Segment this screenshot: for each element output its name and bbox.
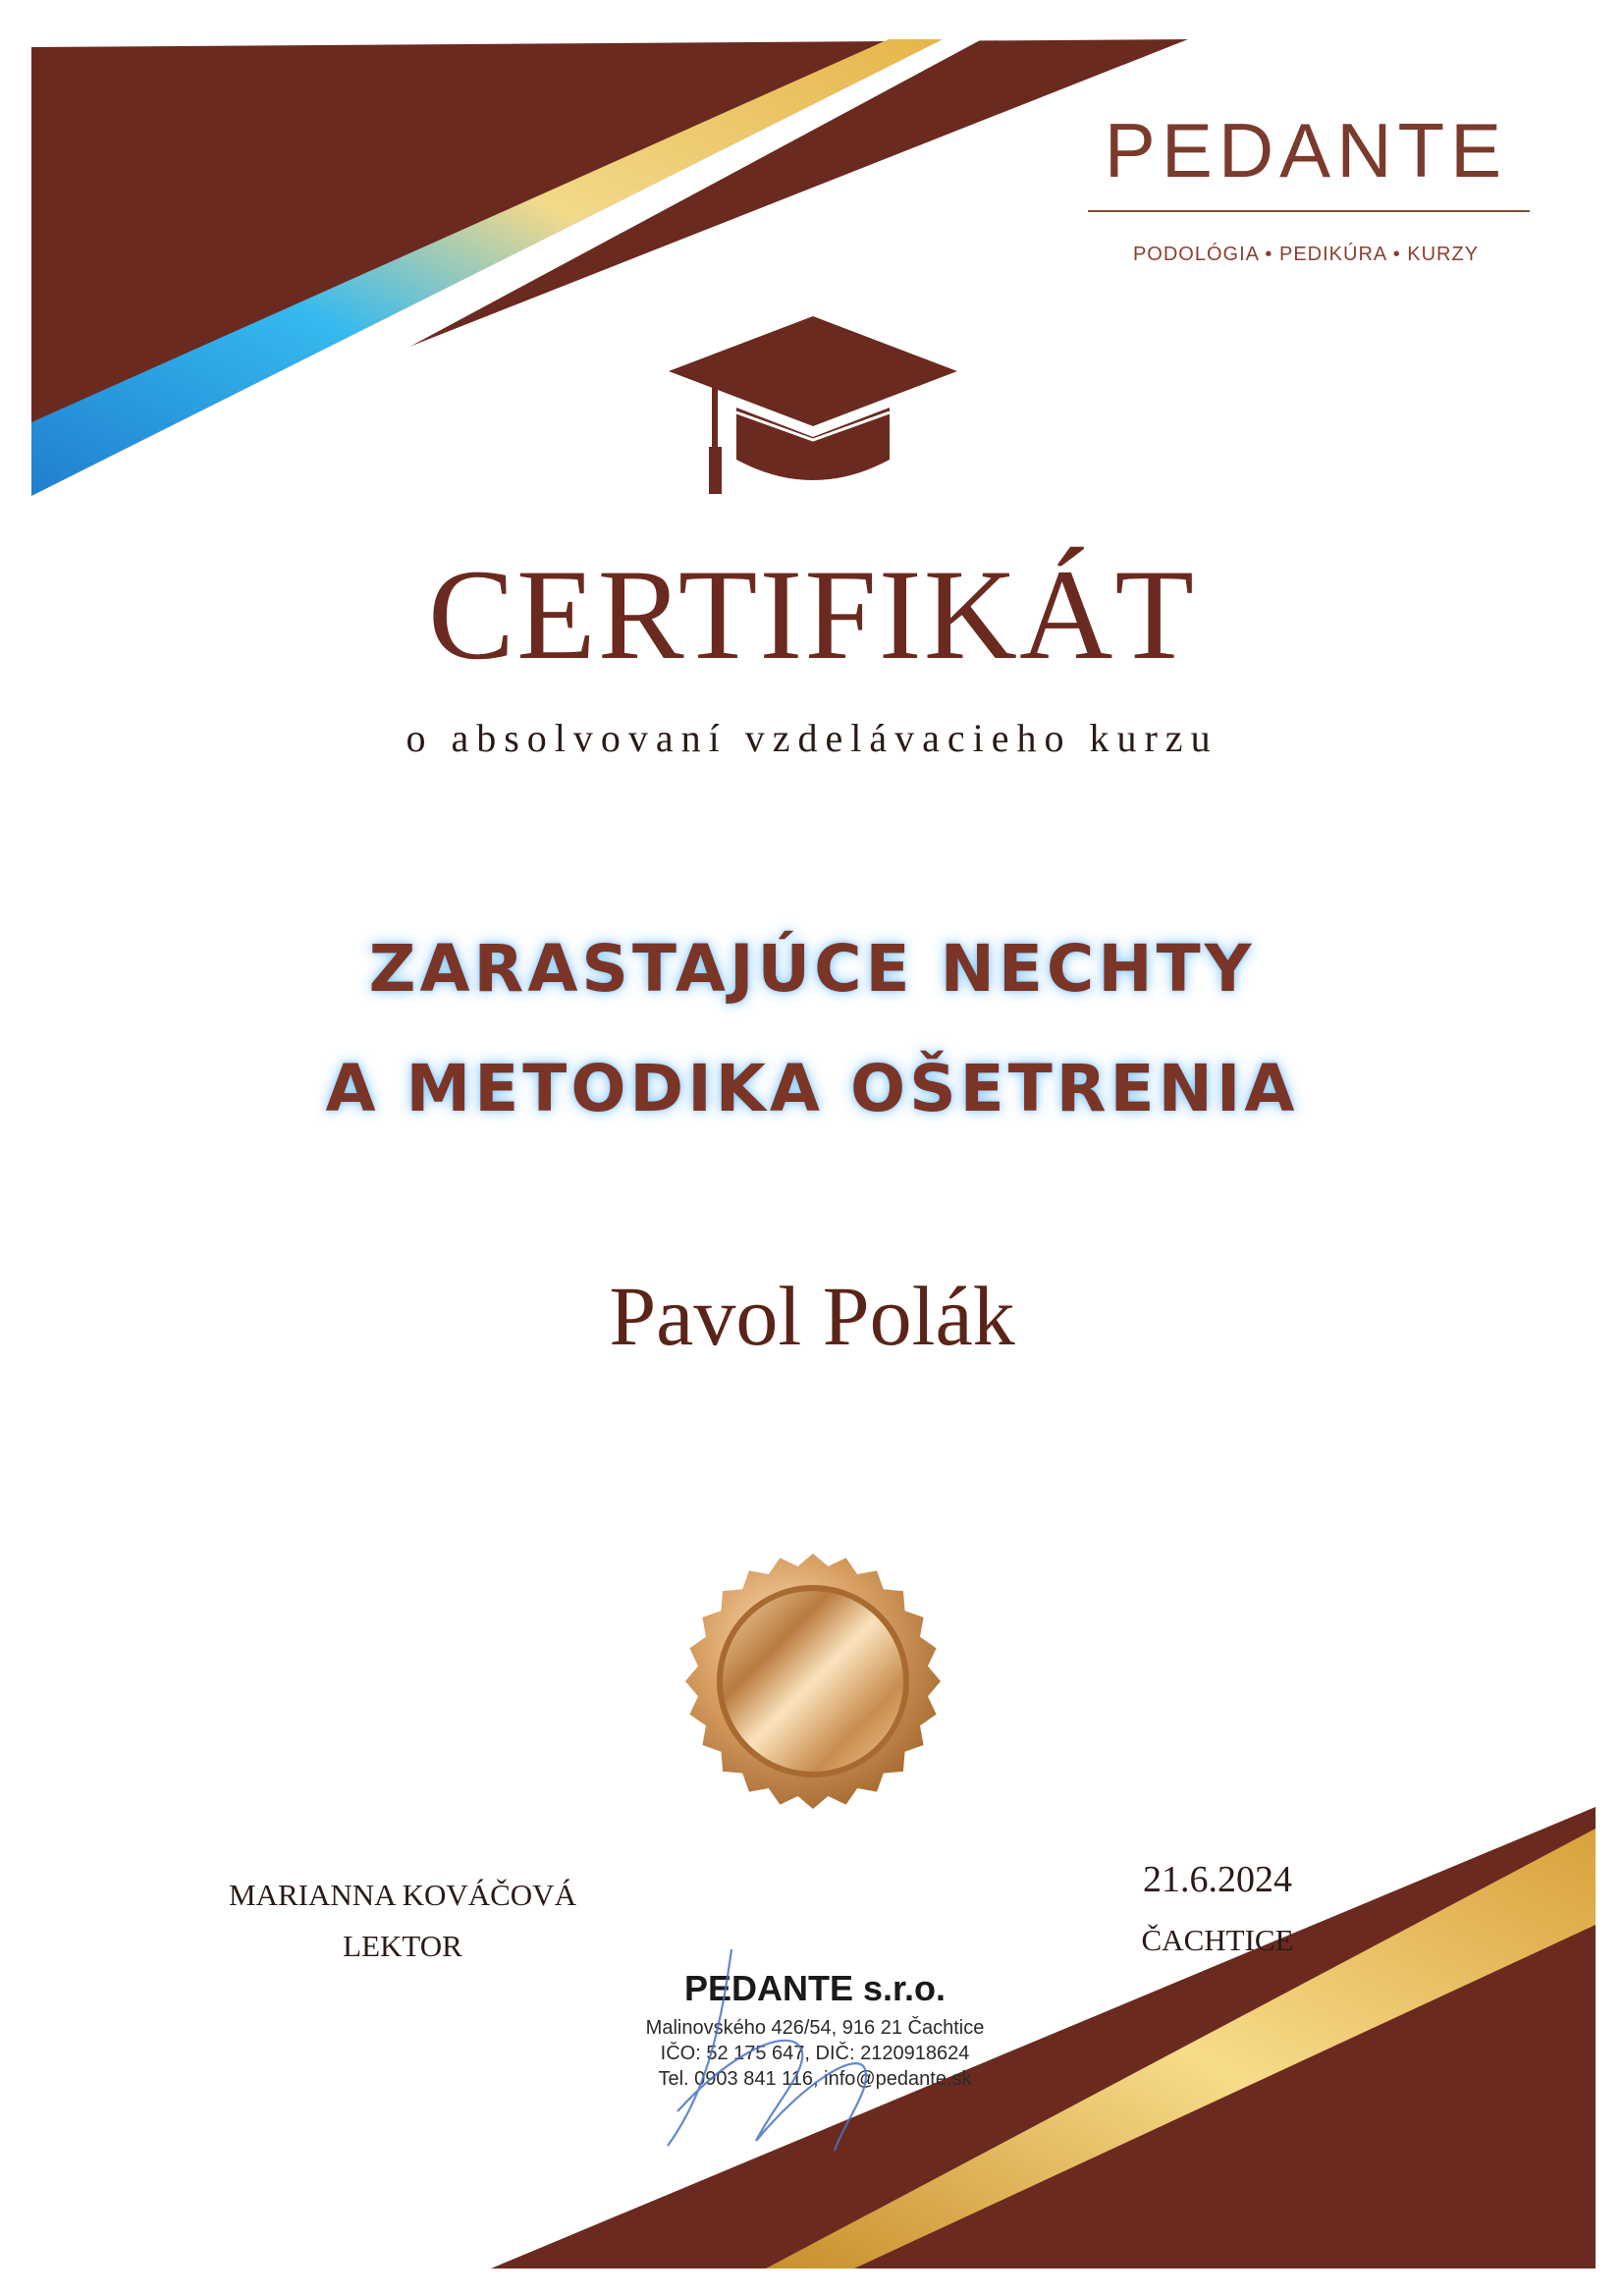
- recipient-name: Pavol Polák: [609, 1269, 1015, 1363]
- signature-stroke: [668, 1949, 866, 2151]
- certificate-title: CERTIFIKÁT: [427, 542, 1197, 686]
- issue-place: ČACHTICE: [1141, 1923, 1294, 1957]
- brand-name: PEDANTE: [1104, 107, 1508, 193]
- stamp-address: Malinovského 426/54, 916 21 Čachtice: [645, 2017, 985, 2039]
- lector-name: MARIANNA KOVÁČOVÁ: [229, 1878, 576, 1912]
- brand-tagline: PODOLÓGIA • PEDIKÚRA • KURZY: [1132, 244, 1480, 265]
- certificate-subtitle: o absolvovaní vzdelávacieho kurzu: [406, 716, 1218, 760]
- course-title-line-2: A METODIKA OŠETRENIA: [325, 1051, 1299, 1126]
- stamp-company: PEDANTE s.r.o.: [683, 1968, 947, 2008]
- lector-role: LEKTOR: [343, 1929, 462, 1963]
- issue-date: 21.6.2024: [1143, 1859, 1292, 1900]
- stamp-contact: Tel. 0903 841 116, info@pedante.sk: [658, 2068, 972, 2090]
- course-title-line-1: ZARASTAJÚCE NECHTY: [368, 931, 1256, 1007]
- stamp-ids: IČO: 52 175 647, DIČ: 2120918624: [660, 2043, 970, 2064]
